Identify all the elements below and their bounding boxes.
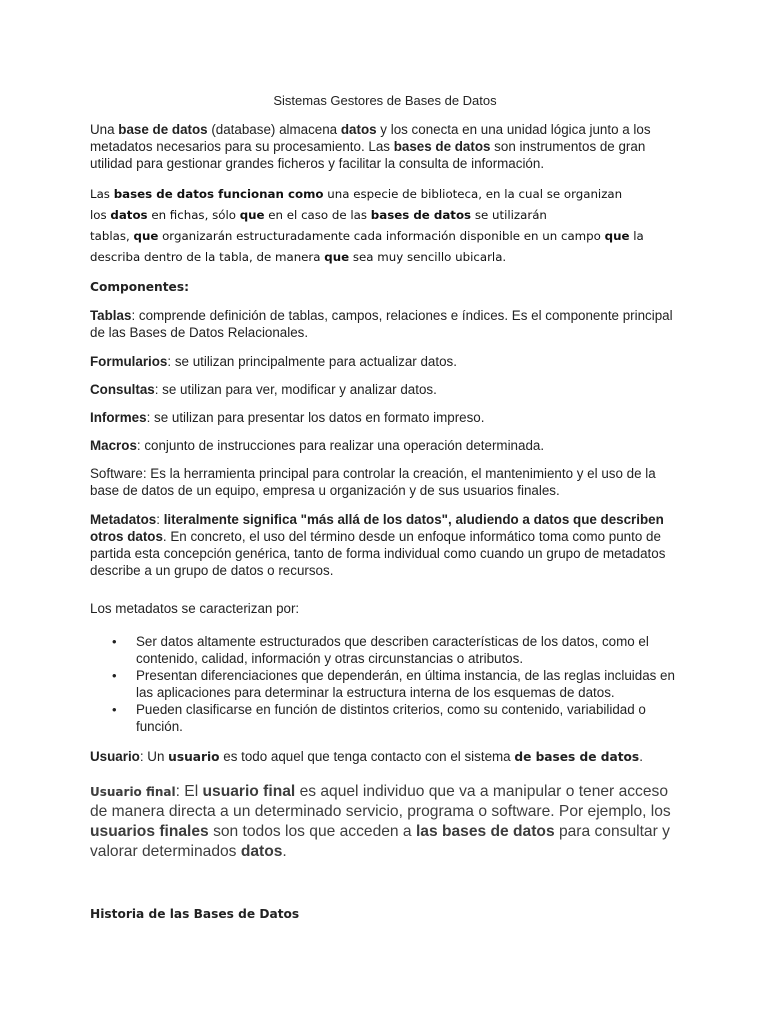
text: los <box>90 208 111 222</box>
paragraph-macros <box>90 437 680 454</box>
text: en el caso de las <box>264 208 371 222</box>
text: se utilizarán <box>471 208 547 222</box>
text: : Un <box>139 749 169 764</box>
bold-text: literalmente significa "más allá de los datos", aludiendo a datos que describen otros datos <box>90 512 664 544</box>
text: es aquel individuo que va a manipular o tener acceso de manera directa a un determinado servicio, programa o software. Por ejemplo, los <box>90 783 671 820</box>
bold-label: Metadatos <box>90 512 157 527</box>
paragraph-usuario <box>90 748 680 766</box>
text: . <box>282 843 287 860</box>
text: y los conecta en una unidad lógica junto a los metadatos necesarios para su procesamiento. Las <box>90 122 651 154</box>
paragraph-consultas <box>90 381 680 398</box>
text: son instrumentos de gran utilidad para gestionar grandes ficheros y facilitar la consulta de información. <box>90 139 646 171</box>
text: la <box>629 229 644 243</box>
text: son todos los que acceden a <box>208 823 416 840</box>
text: . En concreto, el uso del término desde un enfoque informático toma como punto de partida esta concepción genérica, tanto de forma individual como cuando un grupo de metadatos describe a un grupo de datos o recursos. <box>90 529 666 578</box>
line <box>90 247 680 268</box>
bold-text: que <box>324 250 350 264</box>
text: : comprende definición de tablas, campos, relaciones e índices. Es el componente principal de las Bases de Datos Relacionales. <box>90 308 673 340</box>
list-item: • Presentan diferenciaciones que dependerán, en última instancia, de las reglas incluidas en las aplicaciones para determinar la estructura interna de los esquemas de datos. <box>90 667 680 701</box>
text: en fichas, sólo <box>147 208 240 222</box>
bold-text: usuario <box>168 750 220 764</box>
bold-label: Usuario <box>90 749 140 764</box>
bold-text: usuario final <box>202 783 296 800</box>
line <box>90 205 680 226</box>
line <box>90 226 680 247</box>
bold-text: que <box>239 208 265 222</box>
bold-label: Consultas <box>90 382 155 397</box>
text: : se utilizan principalmente para actualizar datos. <box>167 354 457 369</box>
bold-text: de bases de datos <box>514 750 640 764</box>
paragraph-software: Software: Es la herramienta principal para controlar la creación, el mantenimiento y el uso de la base de datos de un equipo, empresa u organización y de sus usuarios finales. <box>90 466 656 498</box>
text: es todo aquel que tenga contacto con el sistema <box>219 749 515 764</box>
text: sea muy sencillo ubicarla. <box>349 250 507 264</box>
bold-text: bases de datos funcionan como <box>113 187 324 201</box>
bold-label: Macros <box>90 438 137 453</box>
text: Una <box>90 122 119 137</box>
historia-heading: Historia de las Bases de Datos <box>90 907 300 921</box>
text: : <box>156 512 164 527</box>
componentes-heading: Componentes: <box>90 280 189 294</box>
metadatos-list <box>90 633 680 735</box>
bold-label: Tablas <box>90 308 132 323</box>
paragraph-usuario-final <box>90 782 680 862</box>
text: Las <box>90 187 114 201</box>
text: (database) almacena <box>207 122 341 137</box>
paragraph-formularios <box>90 353 680 370</box>
list-item: • Pueden clasificarse en función de distintos criterios, como su contenido, variabilidad o función. <box>90 701 680 735</box>
text: : se utilizan para presentar los datos en formato impreso. <box>146 410 485 425</box>
bold-text: datos <box>110 208 148 222</box>
text: : El <box>175 783 203 800</box>
bold-text: que <box>604 229 630 243</box>
page-title: Sistemas Gestores de Bases de Datos <box>273 93 497 108</box>
paragraph-informes <box>90 409 680 426</box>
bold-text: bases de datos <box>370 208 472 222</box>
bold-text: las bases de datos <box>415 823 555 840</box>
text: : conjunto de instrucciones para realizar una operación determinada. <box>136 438 545 453</box>
paragraph-caracterizan: Los metadatos se caracterizan por: <box>90 601 300 616</box>
bold-text: base de datos <box>118 122 208 137</box>
bold-label: Informes <box>90 410 147 425</box>
list-item: • Ser datos altamente estructurados que describen características de los datos, como el contenido, calidad, información y otras circunstancias o atributos. <box>90 633 680 667</box>
bold-text: que <box>133 229 159 243</box>
text: describa dentro de la tabla, de manera <box>90 250 325 264</box>
paragraph-intro <box>90 121 680 172</box>
bold-text: bases de datos <box>393 139 491 154</box>
bold-label: Usuario final <box>90 785 176 799</box>
line <box>90 184 680 205</box>
text: tablas, <box>90 229 134 243</box>
text: : se utilizan para ver, modificar y analizar datos. <box>154 382 437 397</box>
bold-label: Formularios <box>90 354 168 369</box>
bold-text: usuarios finales <box>90 823 209 840</box>
text: . <box>639 749 643 764</box>
text: una especie de biblioteca, en la cual se organizan <box>323 187 623 201</box>
bold-text: datos <box>340 122 377 137</box>
paragraph-tablas <box>90 307 680 341</box>
text: para consultar y valorar determinados <box>90 823 670 860</box>
paragraph-metadatos <box>90 511 680 579</box>
bold-text: datos <box>240 843 283 860</box>
paragraph-biblioteca <box>90 184 680 268</box>
text: organizarán estructuradamente cada información disponible en un campo <box>158 229 605 243</box>
